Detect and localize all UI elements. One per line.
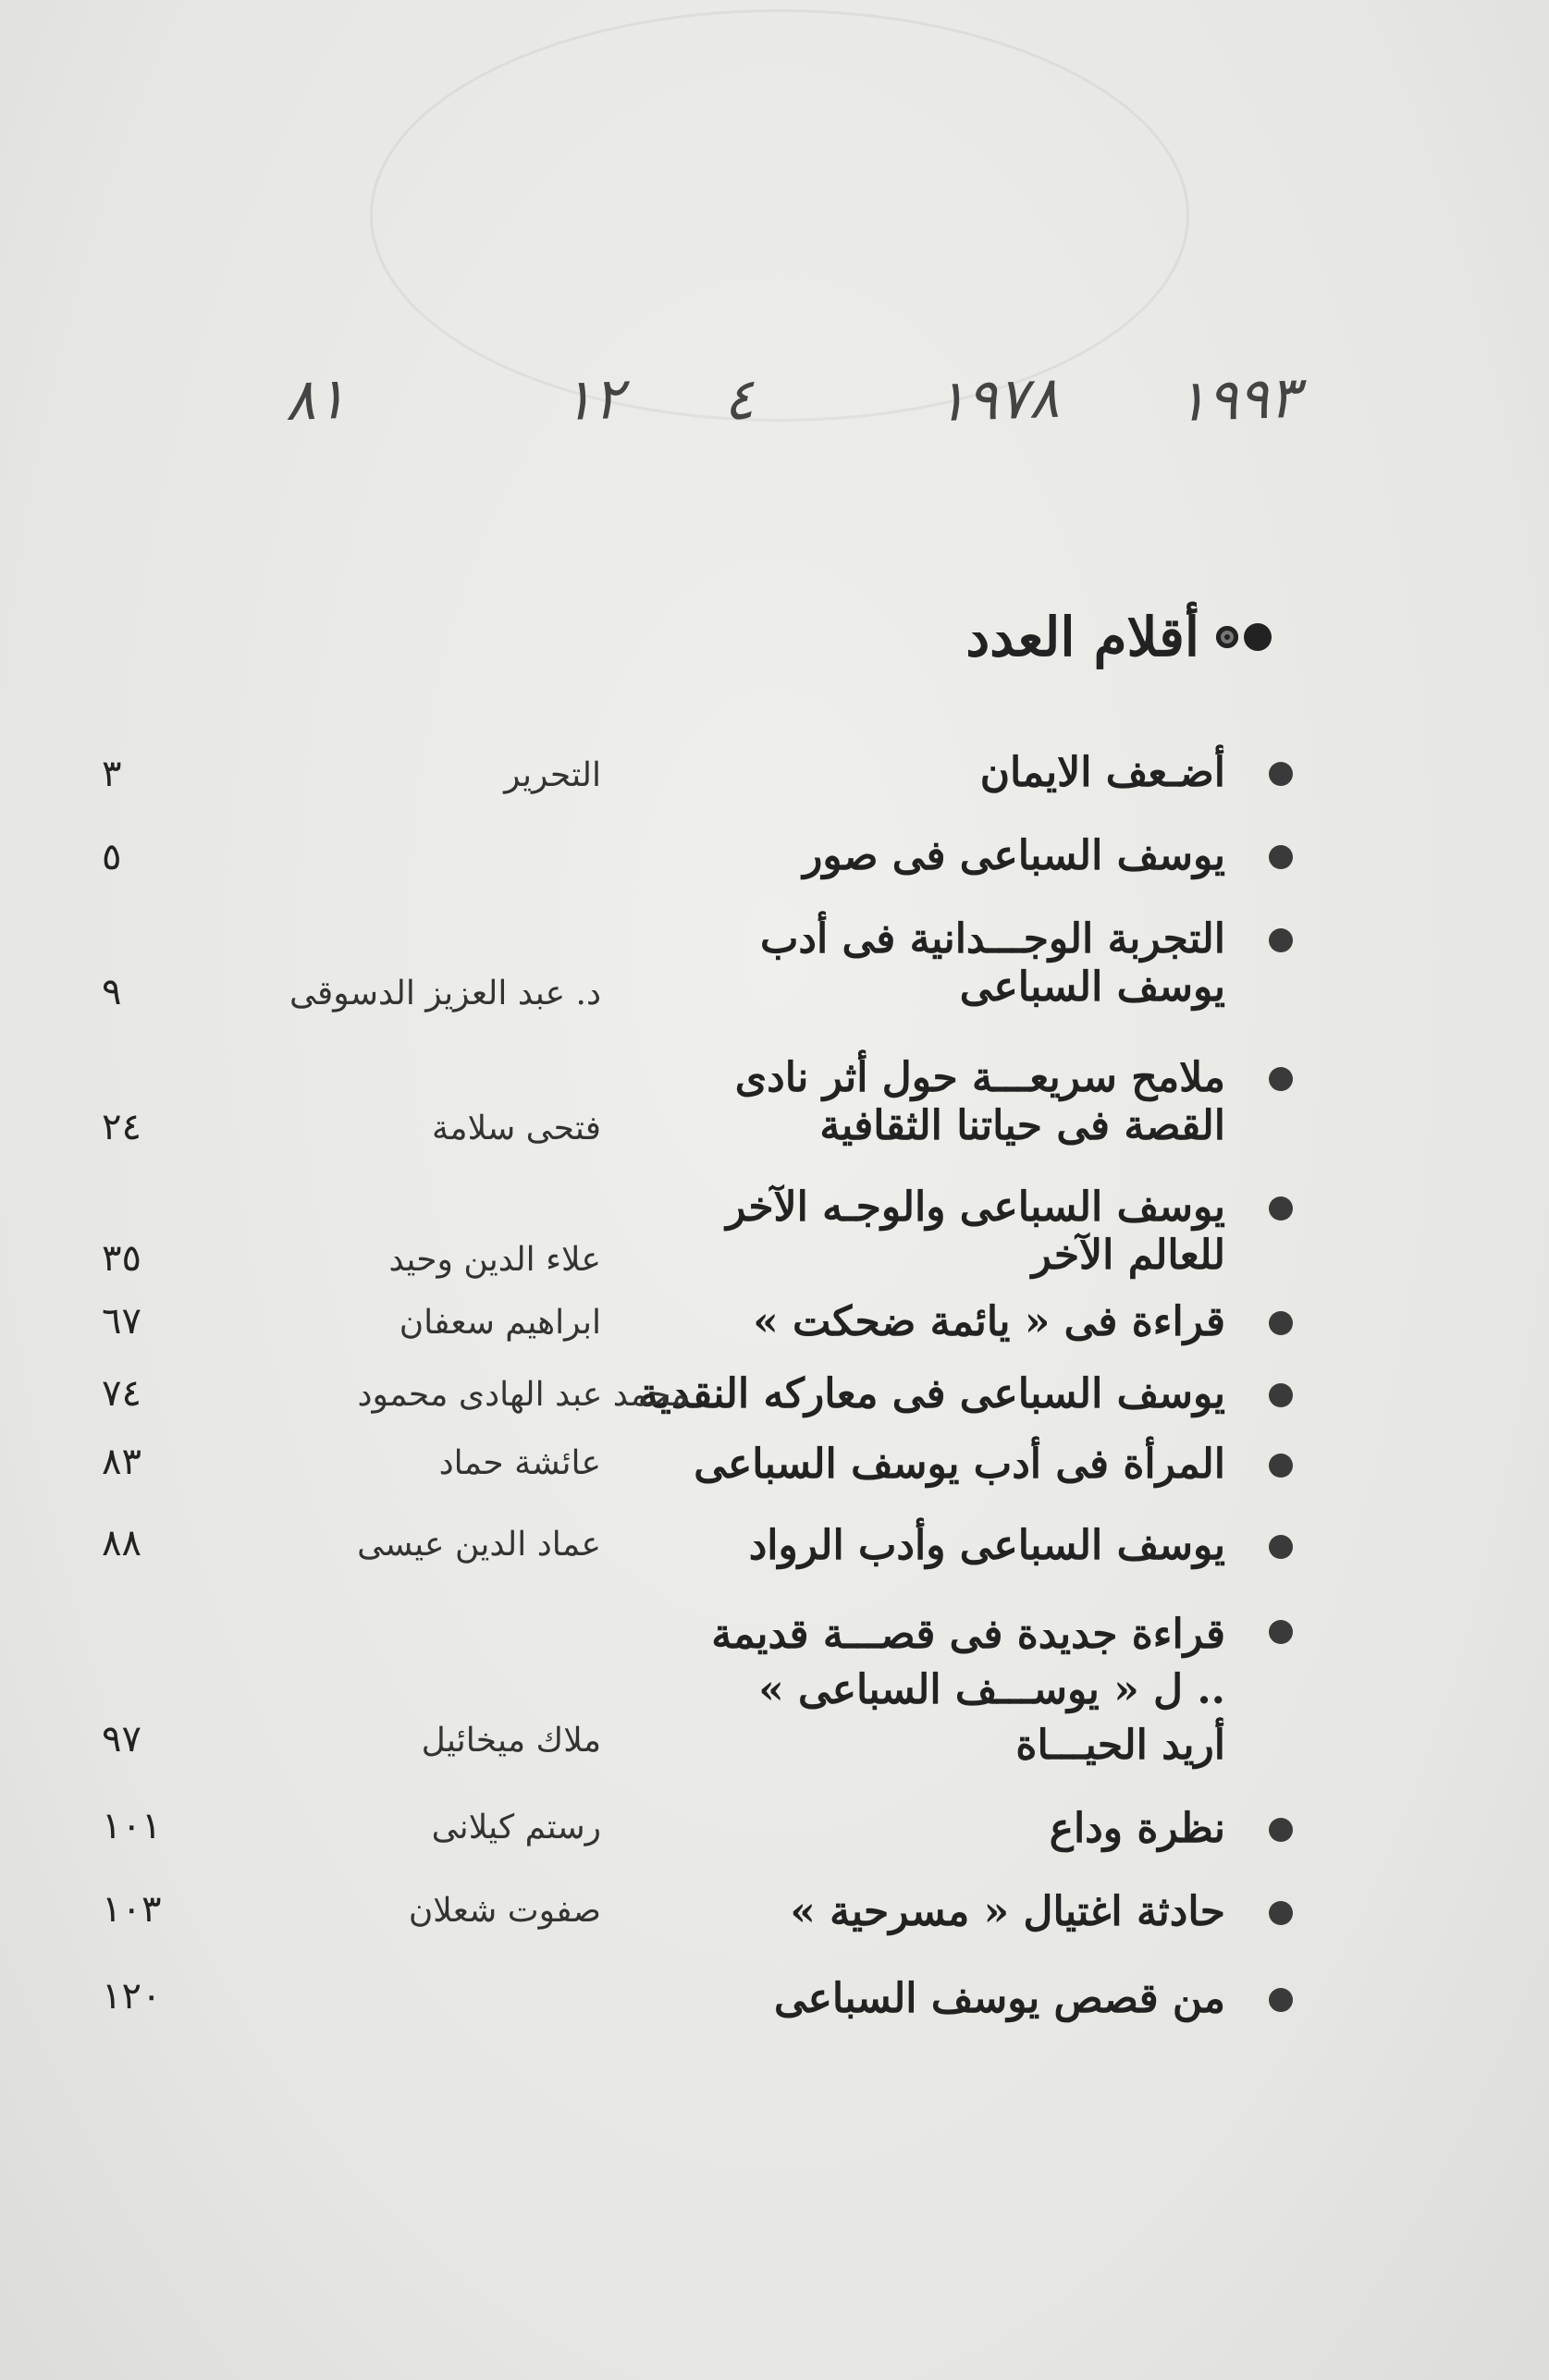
entry-title: قراءة جديدة فى قصـــة قديمة .. ل « يوســـف السباعى » أريد الحيـــاة xyxy=(711,1611,1225,1769)
bullet-icon xyxy=(1269,1067,1293,1091)
entry-title: التجربة الوجـــدانية فى أدب يوسف السباعى xyxy=(760,915,1225,1011)
entry-author: رستم كيلانى xyxy=(431,1809,601,1846)
entry-page: ٦٧ xyxy=(102,1300,141,1343)
entry-page: ٢٤ xyxy=(102,1106,141,1148)
entry-page: ١٠٣ xyxy=(102,1888,162,1931)
handwritten-issue: ٤ xyxy=(721,364,756,434)
bullet-icon xyxy=(1269,928,1293,952)
entry-author: ابراهيم سعفان xyxy=(399,1304,601,1342)
entry-page: ٥ xyxy=(102,836,122,878)
entry-author: محمد عبد الهادى محمود xyxy=(357,1376,689,1414)
entry-page: ٣٥ xyxy=(102,1237,141,1280)
entry-title: نظرة وداع xyxy=(1049,1805,1225,1852)
faint-emblem xyxy=(370,9,1189,422)
entry-page: ٣ xyxy=(102,753,122,795)
heading-title: أقلام العدد xyxy=(965,606,1199,669)
bullet-icon xyxy=(1269,1311,1293,1335)
bullet-icon xyxy=(1269,1535,1293,1559)
entry-author: فتحى سلامة xyxy=(432,1110,601,1147)
bullet-icon xyxy=(1269,762,1293,786)
entry-title: حادثة اغتيال « مسرحية » xyxy=(790,1888,1225,1935)
entry-page: ٨٨ xyxy=(102,1522,141,1564)
entry-author: د. عبد العزيز الدسوقى xyxy=(289,975,601,1012)
bullet-icon xyxy=(1269,1620,1293,1644)
entry-title: قراءة فى « يائمة ضحكت » xyxy=(753,1298,1225,1345)
entry-page: ٧٤ xyxy=(102,1372,141,1415)
bullet-icon xyxy=(1269,1383,1293,1407)
bullet-icon xyxy=(1269,1454,1293,1478)
bullet-icon xyxy=(1269,1988,1293,2012)
handwritten-page-ref: ٨١ xyxy=(284,363,349,435)
entry-author: التحرير xyxy=(504,756,601,794)
handwritten-year-greg: ١٩٧٨ xyxy=(934,362,1061,436)
bullet-icon xyxy=(1269,845,1293,869)
bullet-icon xyxy=(1269,1818,1293,1842)
entry-title: يوسف السباعى فى معاركه النقدية xyxy=(638,1370,1225,1417)
entry-author: ملاك ميخائيل xyxy=(421,1722,601,1760)
entry-title: المرأة فى أدب يوسف السباعى xyxy=(694,1441,1225,1488)
section-heading xyxy=(965,606,1272,669)
entry-title: أضـعف الايمان xyxy=(979,749,1225,796)
entry-author: علاء الدين وحيد xyxy=(388,1241,601,1279)
entry-page: ١٠١ xyxy=(102,1805,162,1847)
handwritten-volume: ١٢ xyxy=(561,363,626,435)
entry-page: ٩ xyxy=(102,971,122,1013)
entry-author: عماد الدين عيسى xyxy=(357,1526,601,1564)
entry-title: يوسف السباعى وأدب الرواد xyxy=(748,1522,1225,1569)
entry-page: ١٢٠ xyxy=(102,1975,162,2018)
entry-author: عائشة حماد xyxy=(438,1444,601,1482)
entry-author: صفوت شعلان xyxy=(408,1892,601,1930)
heading-dots-icon xyxy=(1216,623,1272,651)
entry-title: يوسف السباعى فى صور xyxy=(803,832,1225,879)
entry-page: ٨٣ xyxy=(102,1441,141,1483)
entry-page: ٩٧ xyxy=(102,1718,141,1760)
entry-title: من قصص يوسف السباعى xyxy=(774,1975,1225,2022)
bullet-icon xyxy=(1269,1901,1293,1925)
entry-title: يوسف السباعى والوجـه الآخر للعالم الآخر xyxy=(726,1184,1225,1279)
entry-title: ملامح سريعـــة حول أثر نادى القصة فى حياتنا الثقافية xyxy=(734,1054,1225,1149)
handwritten-year-hijri: ١٩٩٣ xyxy=(1174,362,1301,436)
bullet-icon xyxy=(1269,1196,1293,1221)
